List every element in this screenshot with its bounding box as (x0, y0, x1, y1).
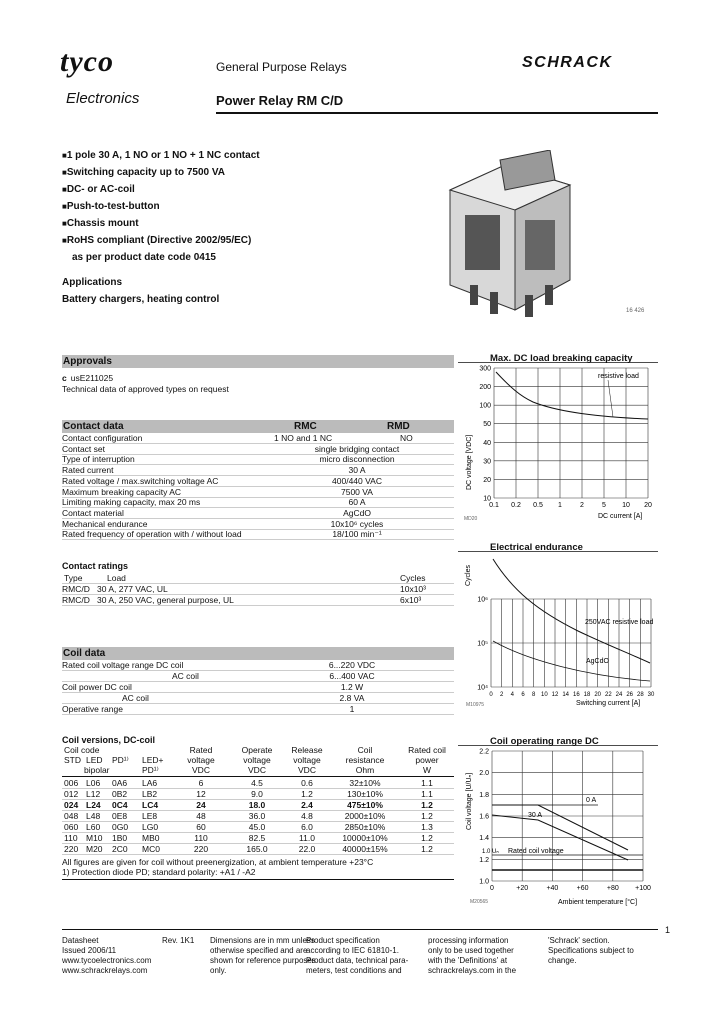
dc_load-ytick: 20 (483, 476, 491, 484)
contact-data-label: Maximum breaking capacity AC (62, 486, 182, 497)
coil-versions-header: Coil code STD LED PD¹⁾ LED+ bipolar PD¹⁾ Rated voltage VDC Operate voltage VDC Release voltage VDC Coil resistance Ohm Rated coil power W (62, 745, 454, 777)
contact-data-label: Rated current (62, 465, 114, 476)
coil-data-row (62, 671, 454, 682)
coil-data-row (62, 660, 454, 671)
coil-version-ledpd: LA6 (142, 778, 158, 788)
endurance-xtick: 2 (499, 692, 504, 698)
photo-code: 16 426 (626, 308, 645, 314)
footer-col-3: Dimensions are in mm unless otherwise specified and are shown for reference purposes only. (210, 936, 316, 975)
endurance-xtick: 0 (489, 692, 493, 698)
coil-version-led: M10 (86, 833, 103, 843)
coil-version-power: 1.3 (421, 822, 433, 832)
coil-version-release: 22.0 (298, 844, 316, 854)
coil-version-led: L06 (86, 778, 101, 788)
contact-data-row (62, 476, 454, 487)
coil-version-std: 060 (64, 822, 79, 832)
coil-range-unom: 1.0 Uₙ (482, 849, 499, 855)
coil-version-std: 048 (64, 811, 79, 821)
endurance-chart (458, 551, 658, 711)
relay-photo (430, 150, 580, 330)
dc_load-xtick: 20 (644, 502, 652, 509)
endurance-xtick: 14 (562, 692, 570, 698)
footer-col-4: Product specification according to IEC 61810-1. Product data, technical para- meters, test conditions and (306, 936, 409, 975)
coil-version-operate: 9.0 (251, 789, 263, 799)
coil-version-row (62, 833, 454, 844)
coil-version-power: 1.2 (421, 844, 433, 854)
coil-version-row (62, 789, 454, 800)
contact-data-row (62, 433, 454, 444)
dc_load-ytick: 50 (483, 421, 491, 429)
dc_load-ytick: 200 (479, 384, 491, 392)
dc-load-chart (458, 362, 658, 527)
coil-version-power: 1.1 (421, 789, 433, 799)
contact-data-label: Type of interruption (62, 454, 135, 465)
feature-item: ■ Chassis mount (62, 215, 260, 232)
coil-data-label: Operative range (62, 704, 123, 714)
coil_range-xtick: 0 (490, 885, 494, 892)
coil-version-res: 32±10% (349, 778, 381, 788)
coil-version-res: 10000±10% (342, 833, 388, 843)
coil_range-ytick: 2.2 (479, 748, 489, 756)
dc_load-xtick: 0.5 (533, 502, 543, 509)
contact-data-row (62, 519, 454, 530)
coil-data-heading: Coil data (62, 647, 454, 660)
contact-data-heading: Contact data RMC RMD (62, 420, 454, 433)
coil-data-value: 6...220 VDC (328, 660, 376, 670)
endurance-chart-title: Electrical endurance (490, 542, 583, 553)
coil-note: All figures are given for coil without preenergization, at ambient temperature +23°C (62, 857, 374, 867)
contact-data-value: 60 A (348, 497, 366, 508)
endurance-xtick: 20 (594, 692, 602, 698)
coil-version-led: L60 (86, 822, 101, 832)
dc-load-ylabel: DC voltage [VDC] (466, 434, 473, 490)
contact-data-row (62, 487, 454, 498)
coil-version-release: 4.8 (301, 811, 313, 821)
contact-data-value: 400/440 VAC (332, 475, 382, 486)
coil-version-ledpd: LC4 (142, 800, 159, 810)
coil-range-label-30a: 30 A (528, 812, 543, 819)
endurance-ylabel: Cycles (465, 564, 472, 586)
coil_range-ytick: 1.2 (479, 856, 489, 864)
coil-version-res: 130±10% (347, 789, 383, 799)
coil-version-ledpd: MB0 (142, 833, 160, 843)
endurance-material-label: AgCdO (586, 658, 609, 665)
coil-version-release: 0.6 (301, 778, 313, 788)
feature-list (62, 147, 260, 266)
coil-range-xlabel: Ambient temperature [°C] (558, 899, 638, 906)
coil-version-release: 2.4 (301, 800, 313, 810)
coil_range-ytick: 1.0 (479, 878, 489, 886)
endurance-xtick: 30 (647, 692, 655, 698)
dc_load-ytick: 40 (483, 439, 491, 447)
coil-version-power: 1.2 (421, 833, 433, 843)
coil-version-row (62, 778, 454, 789)
coil-version-rated: 220 (193, 844, 209, 854)
dc_load-xtick: 0.2 (511, 502, 521, 509)
coil-data-row (62, 682, 454, 693)
coil-version-res: 475±10% (347, 800, 383, 810)
coil-data-value: 1 (349, 704, 355, 714)
coil-table-rule (62, 879, 454, 880)
contact-rating-row: RMC/D 30 A, 277 VAC, UL 10x10³ (62, 584, 454, 595)
coil-version-pd: 0C4 (112, 800, 128, 810)
coil-version-operate: 165.0 (246, 844, 268, 854)
coil-version-res: 40000±15% (342, 844, 388, 854)
contact-data-row (62, 497, 454, 508)
contact-data-label: Mechanical endurance (62, 518, 148, 529)
feature-item: ■ Switching capacity up to 7500 VA (62, 164, 260, 181)
dc-load-corner: MD20 (464, 516, 478, 522)
footer-col-5: processing information only to be used together with the 'Definitions' at schrackrelays.com in the (428, 936, 517, 975)
contact-data-value: 10x10⁶ cycles (330, 518, 384, 529)
feature-item: ■ RoHS compliant (Directive 2002/95/EC) (62, 232, 260, 249)
contact-data-row (62, 454, 454, 465)
applications-heading: Applications (62, 277, 123, 288)
coil-version-row (62, 811, 454, 822)
coil-range-chart (458, 745, 658, 910)
coil-data-value: 6...400 VAC (329, 671, 375, 681)
coil-versions-heading: Coil versions, DC-coil (62, 735, 156, 745)
contact-ratings-header: Type Load Cycles (62, 573, 454, 584)
coil-version-power: 1.2 (421, 811, 433, 821)
coil_range-xtick: +20 (516, 885, 529, 892)
coil-version-ledpd: MC0 (142, 844, 160, 854)
coil-range-label-0a: 0 A (586, 797, 597, 804)
contact-data-value: micro disconnection (319, 454, 395, 465)
contact-data-label: Contact configuration (62, 433, 143, 443)
coil-version-release: 6.0 (301, 822, 313, 832)
tyco-logo: tyco (60, 45, 114, 78)
endurance-xtick: 4 (510, 692, 515, 698)
coil-version-rated: 110 (194, 833, 208, 843)
page-title: Power Relay RM C/D (216, 93, 344, 108)
applications-text: Battery chargers, heating control (62, 294, 220, 305)
dc_load-ytick: 100 (479, 402, 491, 410)
contact-data-label: Rated voltage / max.switching voltage AC (62, 475, 219, 486)
footer-col-1: Datasheet Issued 2006/11 www.tycoelectronics.com www.schrackrelays.com (62, 936, 152, 975)
endurance-ytick: 10⁵ (477, 640, 488, 648)
coil-version-operate: 36.0 (248, 811, 266, 821)
dc_load-ytick: 10 (483, 495, 491, 503)
contact-data-value: 7500 VA (341, 486, 373, 497)
coil-version-power: 1.2 (421, 800, 433, 810)
approvals-note: Technical data of approved types on request (62, 384, 229, 394)
feature-item: ■ 1 pole 30 A, 1 NO or 1 NO + 1 NC contact (62, 147, 260, 164)
coil-version-led: L48 (86, 811, 101, 821)
feature-item: ■ DC- or AC-coil (62, 181, 260, 198)
endurance-xtick: 26 (626, 692, 634, 698)
footer-col-2: Rev. 1K1 (162, 936, 195, 945)
coil-version-row (62, 822, 454, 833)
coil-version-rated: 60 (196, 822, 206, 832)
endurance-xtick: 8 (531, 692, 536, 698)
coil-version-res: 2000±10% (344, 811, 386, 821)
dc_load-xtick: 2 (580, 502, 584, 509)
coil-version-ledpd: LE8 (142, 811, 158, 821)
coil-version-res: 2850±10% (344, 822, 386, 832)
coil_range-xtick: +40 (546, 885, 559, 892)
approval-mark: c usE211025 (62, 373, 114, 383)
endurance-xtick: 18 (583, 692, 591, 698)
endurance-xtick: 12 (551, 692, 559, 698)
coil-data-label: AC coil (172, 671, 199, 681)
coil-version-operate: 18.0 (248, 800, 266, 810)
coil-version-rated: 12 (196, 789, 206, 799)
dc-load-annotation: resistive load (598, 373, 639, 380)
coil-data-label: Rated coil voltage range DC coil (62, 660, 184, 670)
endurance-ytick: 10⁴ (477, 684, 488, 692)
feature-item: ■ Push-to-test-button (62, 198, 260, 215)
coil_range-ytick: 1.6 (479, 813, 489, 821)
approvals-heading: Approvals (62, 355, 454, 368)
page-subtitle: General Purpose Relays (216, 60, 347, 74)
contact-data-value: 30 A (348, 465, 366, 476)
coil-data-row (62, 693, 454, 704)
coil-version-rated: 48 (196, 811, 206, 821)
contact-data-label: Limiting making capacity, max 20 ms (62, 497, 201, 508)
coil-version-release: 1.2 (301, 789, 313, 799)
coil-footnote: 1) Protection diode PD; standard polarity: +A1 / -A2 (62, 867, 256, 877)
coil-data-label: Coil power DC coil (62, 682, 132, 692)
contact-rating-row: RMC/D 30 A, 250 VAC, general purpose, UL 6x10³ (62, 595, 454, 606)
coil-version-ledpd: LG0 (142, 822, 159, 832)
coil_range-xtick: +80 (606, 885, 619, 892)
footer-col-6: 'Schrack' section. Specifications subject to change. (548, 936, 634, 965)
coil-version-pd: 0E8 (112, 811, 128, 821)
contact-data-row (62, 444, 454, 455)
coil-range-label-rated: Rated coil voltage (508, 848, 564, 855)
coil-range-chart-title: Coil operating range DC (490, 736, 599, 747)
coil-version-std: 110 (64, 833, 78, 843)
dc_load-ytick: 30 (483, 458, 491, 466)
contact-ratings-heading: Contact ratings (62, 561, 129, 571)
endurance-xtick: 10 (540, 692, 548, 698)
page-number: 1 (665, 925, 671, 935)
coil-data-label: AC coil (122, 693, 149, 703)
schrack-logo: SCHRACK (522, 54, 613, 71)
contact-data-label: Contact set (62, 443, 105, 454)
coil-range-corner: M20565 (470, 899, 489, 905)
coil_range-ytick: 2.0 (479, 770, 489, 778)
coil-version-release: 11.0 (299, 833, 315, 843)
coil-version-pd: 2C0 (112, 844, 128, 854)
header-divider (216, 112, 658, 114)
coil-range-ylabel: Coil voltage [U/Uₙ] (466, 772, 473, 830)
contact-data-rmd: NO (400, 433, 413, 443)
contact-data-label: Rated frequency of operation with / without load (62, 529, 242, 540)
dc-load-chart-title: Max. DC load breaking capacity (490, 353, 633, 364)
dc_load-xtick: 5 (602, 502, 606, 509)
dc_load-ytick: 300 (479, 365, 491, 373)
coil_range-xtick: +60 (576, 885, 589, 892)
contact-data-label: Contact material (62, 507, 124, 518)
coil_range-xtick: +100 (635, 885, 651, 892)
contact-data-row (62, 465, 454, 476)
endurance-xlabel: Switching current [A] (576, 700, 641, 707)
coil-version-pd: 0B2 (112, 789, 128, 799)
contact-data-row (62, 529, 454, 540)
coil-version-row (62, 844, 454, 855)
coil-version-led: L24 (86, 800, 101, 810)
coil-version-std: 220 (64, 844, 79, 854)
dc-load-xlabel: DC current [A] (598, 513, 643, 520)
footer-divider (62, 929, 658, 930)
coil-version-power: 1.1 (421, 778, 433, 788)
coil-version-pd: 0G0 (112, 822, 129, 832)
coil-version-operate: 82.5 (248, 833, 266, 843)
coil-version-ledpd: LB2 (142, 789, 158, 799)
coil-version-operate: 45.0 (248, 822, 266, 832)
contact-data-value: 18/100 min⁻¹ (332, 529, 382, 540)
contact-data-row (62, 508, 454, 519)
coil-version-rated: 6 (198, 778, 204, 788)
endurance-xtick: 28 (636, 692, 644, 698)
coil-data-row (62, 704, 454, 715)
coil-data-value: 1.2 W (340, 682, 364, 692)
endurance-xtick: 16 (572, 692, 580, 698)
electronics-logo-text: Electronics (66, 90, 140, 107)
endurance-corner: M10975 (466, 702, 485, 708)
dc_load-xtick: 1 (558, 502, 562, 509)
contact-data-value: single bridging contact (314, 443, 400, 454)
coil-version-std: 012 (64, 789, 79, 799)
schrack-url[interactable]: www.schrackrelays.com (62, 966, 148, 975)
contact-data-rmc: 1 NO and 1 NC (274, 433, 333, 443)
coil_range-ytick: 1.8 (479, 791, 489, 799)
endurance-series-label: 250VAC resistive load (585, 619, 654, 626)
coil-version-led: M20 (86, 844, 103, 854)
coil-version-pd: 0A6 (112, 778, 128, 788)
tyco-url[interactable]: www.tycoelectronics.com (62, 956, 152, 965)
feature-item-continued: as per product date code 0415 (72, 252, 216, 263)
dc_load-xtick: 0.1 (489, 502, 499, 509)
coil-version-rated: 24 (196, 800, 206, 810)
coil-version-std: 024 (64, 800, 79, 810)
endurance-ytick: 10⁶ (477, 596, 488, 604)
dc_load-xtick: 10 (622, 502, 630, 509)
coil-version-pd: 1B0 (112, 833, 128, 843)
coil-version-operate: 4.5 (251, 778, 263, 788)
coil-version-led: L12 (86, 789, 101, 799)
endurance-xtick: 24 (615, 692, 623, 698)
endurance-xtick: 22 (604, 692, 612, 698)
coil-version-std: 006 (64, 778, 79, 788)
coil_range-ytick: 1.4 (479, 835, 489, 843)
contact-data-value: AgCdO (343, 507, 371, 518)
coil-data-value: 2.8 VA (339, 693, 365, 703)
coil-version-row (62, 800, 454, 811)
endurance-xtick: 6 (521, 692, 525, 698)
